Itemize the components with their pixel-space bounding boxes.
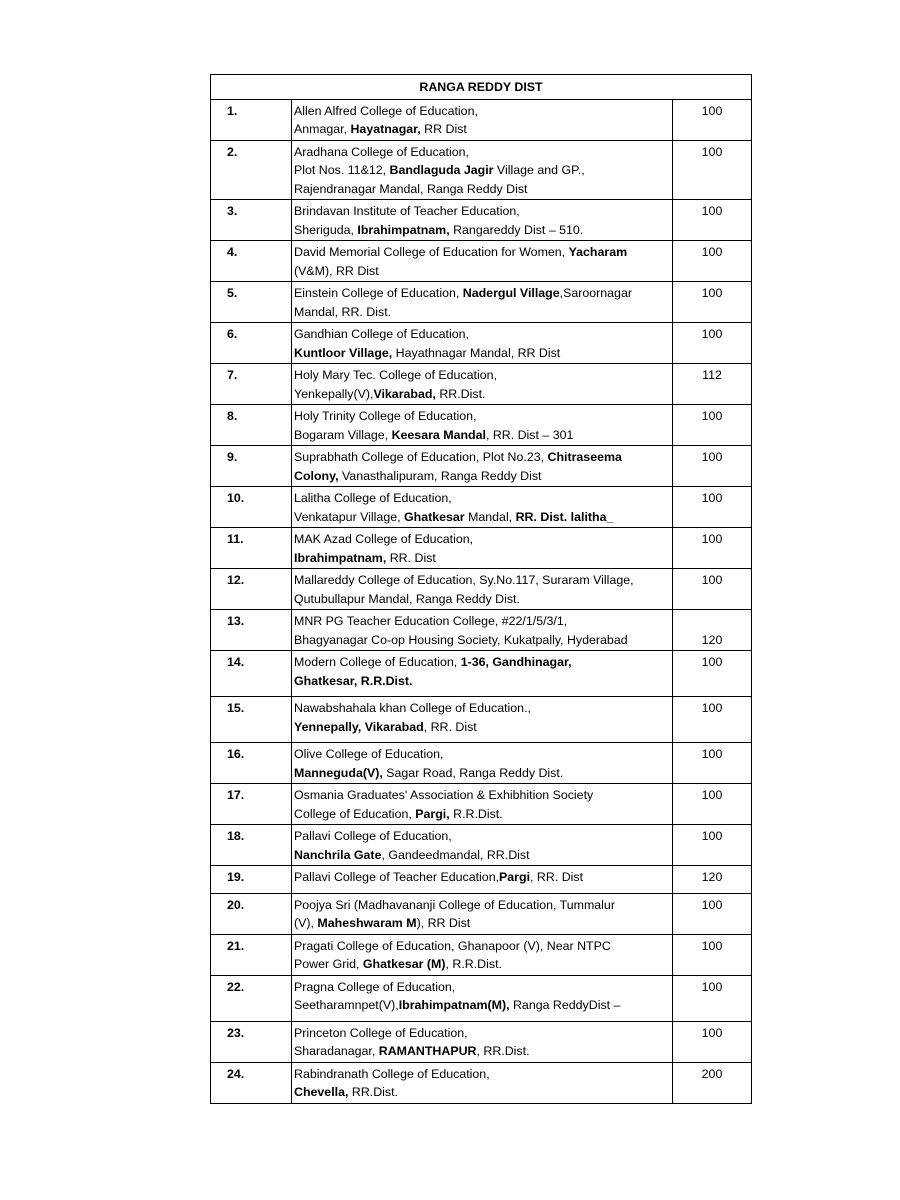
bold-text: Yennepally, Vikarabad xyxy=(294,719,424,734)
text: ), RR Dist xyxy=(416,916,471,930)
address-line xyxy=(294,202,670,221)
text: Aradhana College of Education, xyxy=(294,144,469,159)
bold-text: Ibrahimpatnam, xyxy=(357,222,450,237)
text: Seetharamnpet(V), xyxy=(294,998,399,1012)
table-row xyxy=(211,282,752,323)
intake-capacity: 120 xyxy=(673,866,752,894)
bold-text: RR. Dist. lalitha_ xyxy=(515,509,614,524)
row-number: 8. xyxy=(211,405,292,446)
college-name-address xyxy=(292,1062,673,1103)
table-row xyxy=(211,784,752,825)
table-row xyxy=(211,743,752,784)
table-row xyxy=(211,140,752,200)
text: Sagar Road, Ranga Reddy Dist. xyxy=(382,765,564,780)
table-row xyxy=(211,364,752,405)
table-row xyxy=(211,651,752,697)
row-number: 14. xyxy=(211,651,292,697)
college-name-address xyxy=(292,140,673,200)
bold-text: Vikarabad, xyxy=(373,386,436,401)
address-line xyxy=(294,827,670,846)
table-row xyxy=(211,487,752,528)
text: RR Dist xyxy=(420,122,467,136)
college-name-address xyxy=(292,697,673,743)
text: Pallavi College of Education, xyxy=(294,829,452,843)
table-row xyxy=(211,893,752,934)
text: Rangareddy Dist – 510. xyxy=(449,222,584,237)
colleges-table xyxy=(210,74,752,1104)
text: Pragati College of Education, Ghanapoor (V), Near NTPC xyxy=(294,938,611,953)
college-name-address xyxy=(292,934,673,975)
table-row xyxy=(211,200,752,241)
address-line xyxy=(294,262,670,281)
bold-text: Colony, xyxy=(294,468,339,483)
intake-capacity: 100 xyxy=(673,282,752,323)
text: Gandhian College of Education, xyxy=(294,327,469,341)
address-line xyxy=(294,221,670,240)
text: Vanasthalipuram, Ranga Reddy Dist xyxy=(338,468,542,483)
address-line xyxy=(294,1024,670,1043)
text: Bogaram Village, xyxy=(294,427,392,442)
bold-text: Yacharam xyxy=(568,245,628,259)
bold-text: Nadergul Village xyxy=(462,286,560,300)
address-line xyxy=(294,805,670,824)
bold-text: Manneguda(V), xyxy=(294,765,383,780)
address-line xyxy=(294,344,670,363)
college-name-address xyxy=(292,241,673,282)
intake-capacity: 200 xyxy=(673,1062,752,1103)
table-title: RANGA REDDY DIST xyxy=(211,75,752,100)
address-line xyxy=(294,161,670,180)
text: (V), xyxy=(294,916,318,930)
college-name-address xyxy=(292,1021,673,1062)
text: Einstein College of Education, xyxy=(294,286,463,300)
row-number: 5. xyxy=(211,282,292,323)
college-name-address xyxy=(292,364,673,405)
row-number: 16. xyxy=(211,743,292,784)
table-row xyxy=(211,825,752,866)
text: Anmagar, xyxy=(294,122,351,136)
row-number: 2. xyxy=(211,140,292,200)
row-number: 15. xyxy=(211,697,292,743)
text: Yenkepally(V), xyxy=(294,386,374,401)
address-line xyxy=(294,653,670,672)
intake-capacity: 100 xyxy=(673,200,752,241)
row-number: 4. xyxy=(211,241,292,282)
text: Pallavi College of Teacher Education, xyxy=(294,870,500,884)
text: MNR PG Teacher Education College, #22/1/5/3/1, xyxy=(294,614,568,628)
text: Poojya Sri (Madhavananji College of Education, Tummalur xyxy=(294,897,615,912)
address-line xyxy=(294,467,670,486)
table-row xyxy=(211,528,752,569)
text: Hayathnagar Mandal, RR Dist xyxy=(392,345,561,360)
text: Mallareddy College of Education, Sy.No.117, Suraram Village, xyxy=(294,573,634,587)
text: Sheriguda, xyxy=(294,222,358,237)
address-line xyxy=(294,631,670,650)
row-number: 24. xyxy=(211,1062,292,1103)
table-row xyxy=(211,323,752,364)
college-name-address xyxy=(292,743,673,784)
text: MAK Azad College of Education, xyxy=(294,532,474,546)
text: , Gandeedmandal, RR.Dist xyxy=(381,847,530,862)
intake-capacity: 100 xyxy=(673,528,752,569)
text: Bhagyanagar Co-op Housing Society, Kukatpally, Hyderabad xyxy=(294,632,628,647)
college-name-address xyxy=(292,651,673,697)
address-line xyxy=(294,143,670,162)
intake-capacity: 100 xyxy=(673,569,752,610)
address-line xyxy=(294,996,670,1015)
college-name-address xyxy=(292,866,673,894)
college-name-address xyxy=(292,323,673,364)
text: Plot Nos. 11&12, xyxy=(294,163,390,177)
row-number: 12. xyxy=(211,569,292,610)
intake-capacity: 100 xyxy=(673,1021,752,1062)
text: David Memorial College of Education for Women, xyxy=(294,245,569,259)
college-name-address xyxy=(292,405,673,446)
college-name-address xyxy=(292,99,673,140)
row-number: 13. xyxy=(211,610,292,651)
intake-capacity: 112 xyxy=(673,364,752,405)
address-line xyxy=(294,745,670,764)
address-line xyxy=(294,508,670,527)
address-line xyxy=(294,1042,670,1061)
text: Princeton College of Education, xyxy=(294,1025,468,1040)
address-line xyxy=(294,284,670,303)
text: , RR. Dist xyxy=(530,870,584,884)
row-number: 19. xyxy=(211,866,292,894)
address-line xyxy=(294,102,670,121)
bold-text: Pargi, xyxy=(415,806,450,821)
address-line xyxy=(294,325,670,344)
row-number: 23. xyxy=(211,1021,292,1062)
address-line xyxy=(294,612,670,631)
bold-text: Ghatkesar xyxy=(404,509,465,524)
college-name-address xyxy=(292,784,673,825)
intake-capacity: 100 xyxy=(673,934,752,975)
table-row xyxy=(211,405,752,446)
bold-text: Maheshwaram M xyxy=(317,916,417,930)
table-row xyxy=(211,241,752,282)
intake-capacity: 100 xyxy=(673,651,752,697)
text: Qutubullapur Mandal, Ranga Reddy Dist. xyxy=(294,591,520,606)
address-line xyxy=(294,868,670,887)
intake-capacity: 100 xyxy=(673,975,752,1021)
bold-text: Bandlaguda Jagir xyxy=(389,163,494,177)
address-line xyxy=(294,786,670,805)
intake-capacity: 100 xyxy=(673,487,752,528)
intake-capacity: 100 xyxy=(673,893,752,934)
intake-capacity: 100 xyxy=(673,784,752,825)
intake-capacity: 100 xyxy=(673,241,752,282)
college-name-address xyxy=(292,825,673,866)
row-number: 20. xyxy=(211,893,292,934)
address-line xyxy=(294,549,670,568)
intake-capacity: 100 xyxy=(673,743,752,784)
text: Mandal, RR. Dist. xyxy=(294,304,392,319)
table-row xyxy=(211,610,752,651)
college-name-address xyxy=(292,487,673,528)
address-line xyxy=(294,914,670,933)
address-line xyxy=(294,846,670,865)
text: Lalitha College of Education, xyxy=(294,491,452,505)
table-row xyxy=(211,99,752,140)
bold-text: Pargi xyxy=(499,870,531,884)
address-line xyxy=(294,530,670,549)
row-number: 6. xyxy=(211,323,292,364)
colleges-table-body xyxy=(211,75,752,1104)
address-line xyxy=(294,366,670,385)
college-name-address xyxy=(292,569,673,610)
text: Brindavan Institute of Teacher Education, xyxy=(294,204,520,218)
address-line xyxy=(294,243,670,262)
bold-text: Hayatnagar, xyxy=(350,122,421,136)
text: R.R.Dist. xyxy=(449,806,503,821)
address-line xyxy=(294,407,670,426)
intake-capacity: 120 xyxy=(673,610,752,651)
text: , RR. Dist – 301 xyxy=(485,427,574,442)
bold-text: Kuntloor Village, xyxy=(294,345,393,360)
college-name-address xyxy=(292,528,673,569)
college-name-address xyxy=(292,200,673,241)
text: , R.R.Dist. xyxy=(445,957,502,971)
bold-text: Ibrahimpatnam, xyxy=(294,550,387,565)
intake-capacity: 100 xyxy=(673,140,752,200)
bold-text: 1-36, Gandhinagar, xyxy=(460,655,572,669)
text: Mandal, xyxy=(464,509,516,524)
text: Osmania Graduates' Association & Exhibhition Society xyxy=(294,788,594,802)
address-line xyxy=(294,385,670,404)
text: Nawabshahala khan College of Education., xyxy=(294,701,531,715)
bold-text: Chevella, xyxy=(294,1085,349,1099)
address-line xyxy=(294,699,670,718)
row-number: 1. xyxy=(211,99,292,140)
college-name-address xyxy=(292,610,673,651)
table-row xyxy=(211,975,752,1021)
text: Modern College of Education, xyxy=(294,655,461,669)
text: Holy Mary Tec. College of Education, xyxy=(294,368,497,382)
row-number: 3. xyxy=(211,200,292,241)
text: Sharadanagar, xyxy=(294,1044,379,1058)
address-line xyxy=(294,448,670,467)
address-line xyxy=(294,764,670,783)
address-line xyxy=(294,571,670,590)
intake-capacity: 100 xyxy=(673,405,752,446)
text: (V&M), RR Dist xyxy=(294,263,379,278)
table-row xyxy=(211,697,752,743)
text: Holy Trinity College of Education, xyxy=(294,409,477,423)
text: Village and GP., xyxy=(493,163,585,177)
bold-text: Keesara Mandal xyxy=(391,427,486,442)
college-name-address xyxy=(292,893,673,934)
text: College of Education, xyxy=(294,806,416,821)
address-line xyxy=(294,718,670,737)
college-name-address xyxy=(292,975,673,1021)
row-number: 21. xyxy=(211,934,292,975)
row-number: 10. xyxy=(211,487,292,528)
address-line xyxy=(294,489,670,508)
text: RR. Dist xyxy=(386,550,436,565)
text: RR.Dist. xyxy=(348,1085,398,1099)
text: Power Grid, xyxy=(294,957,363,971)
address-line xyxy=(294,978,670,997)
address-line xyxy=(294,955,670,974)
address-line xyxy=(294,896,670,915)
bold-text: Ghatkesar (M) xyxy=(362,957,446,971)
table-title-row xyxy=(211,75,752,100)
address-line xyxy=(294,303,670,322)
table-row xyxy=(211,1062,752,1103)
bold-text: RAMANTHAPUR xyxy=(378,1044,477,1058)
address-line xyxy=(294,180,670,199)
row-number: 18. xyxy=(211,825,292,866)
table-row xyxy=(211,866,752,894)
college-name-address xyxy=(292,282,673,323)
address-line xyxy=(294,120,670,139)
bold-text: Nanchrila Gate xyxy=(294,847,382,862)
row-number: 11. xyxy=(211,528,292,569)
table-row xyxy=(211,446,752,487)
address-line xyxy=(294,1065,670,1084)
text: , RR. Dist xyxy=(423,719,477,734)
college-name-address xyxy=(292,446,673,487)
address-line xyxy=(294,426,670,445)
text: Ranga ReddyDist – xyxy=(509,998,621,1012)
text: Rabindranath College of Education, xyxy=(294,1066,490,1081)
text: ,Saroornagar xyxy=(559,286,632,300)
text: Allen Alfred College of Education, xyxy=(294,103,478,118)
table-row xyxy=(211,1021,752,1062)
intake-capacity: 100 xyxy=(673,697,752,743)
text: Suprabhath College of Education, Plot No.23, xyxy=(294,450,548,464)
bold-text: Ibrahimpatnam(M), xyxy=(398,998,510,1012)
text: Olive College of Education, xyxy=(294,747,444,761)
intake-capacity: 100 xyxy=(673,323,752,364)
bold-text: Chitraseema xyxy=(547,450,622,464)
table-row xyxy=(211,569,752,610)
address-line xyxy=(294,937,670,956)
intake-capacity: 100 xyxy=(673,825,752,866)
table-row xyxy=(211,934,752,975)
intake-capacity: 100 xyxy=(673,99,752,140)
text: RR.Dist. xyxy=(435,386,486,401)
text: Rajendranagar Mandal, Ranga Reddy Dist xyxy=(294,181,528,196)
row-number: 7. xyxy=(211,364,292,405)
row-number: 9. xyxy=(211,446,292,487)
text: Venkatapur Village, xyxy=(294,509,404,524)
bold-text: Ghatkesar, R.R.Dist. xyxy=(294,673,413,688)
address-line xyxy=(294,590,670,609)
text: , RR.Dist. xyxy=(476,1044,530,1058)
address-line xyxy=(294,1083,670,1102)
text: Pragna College of Education, xyxy=(294,979,456,994)
row-number: 17. xyxy=(211,784,292,825)
address-line xyxy=(294,672,670,691)
row-number: 22. xyxy=(211,975,292,1021)
intake-capacity: 100 xyxy=(673,446,752,487)
